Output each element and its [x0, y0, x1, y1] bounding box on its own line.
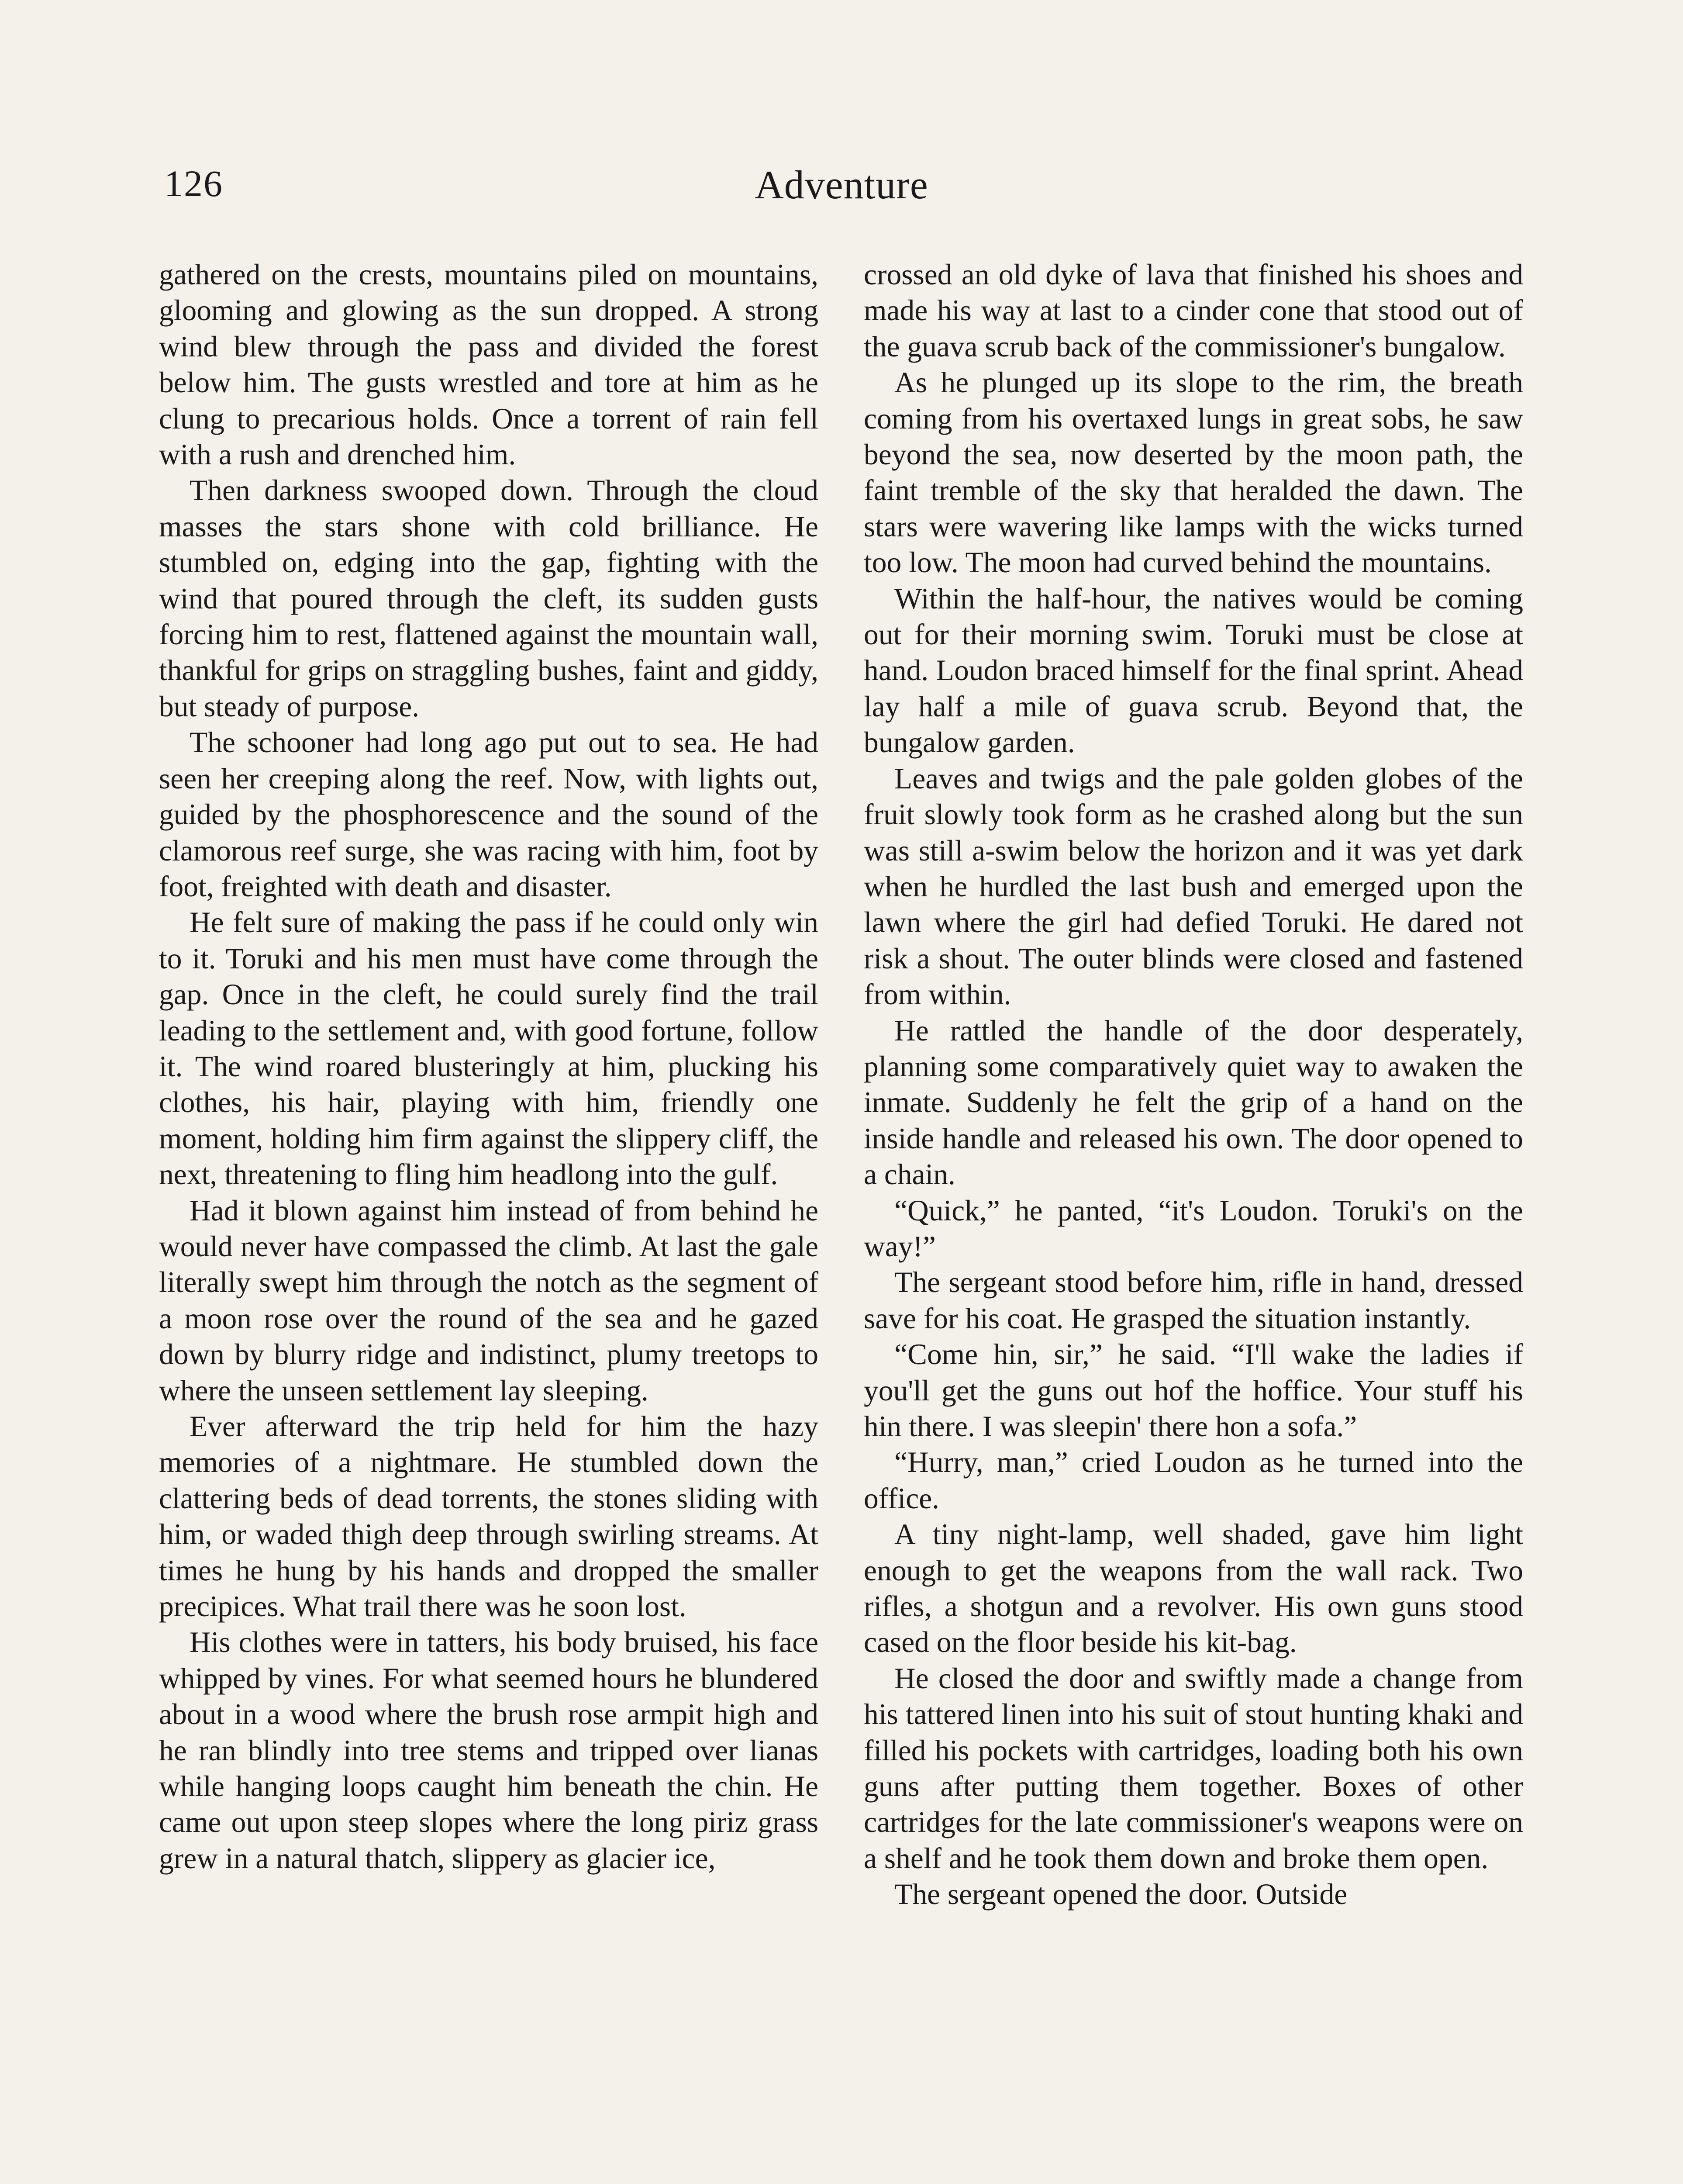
paragraph: The sergeant stood before him, rifle in hand, dressed save for his coat. He grasped the situation instantly.	[864, 1266, 1523, 1335]
paragraph: gathered on the crests, mountains piled on mountains, glooming and glowing as the sun dropped. A strong wind blew through the pass and divided the forest below him. The gusts wrestled and tore at him as he clung to precarious holds. Once a torrent of rain fell with a rush and drenched him.	[159, 258, 818, 471]
paragraph: He felt sure of making the pass if he could only win to it. Toruki and his men must have come through the gap. Once in the cleft, he could surely find the trail leading to the settlement and, with good fortune, follow it. The wind roared blusteringly at him, plucking his clothes, his hair, playing with him, friendly one moment, holding him firm against the slippery cliff, the next, threatening to fling him headlong into the gulf.	[159, 906, 818, 1191]
paragraph: The schooner had long ago put out to sea. He had seen her creeping along the reef. Now, with lights out, guided by the phosphorescence and the sound of the clamorous reef surge, she was racing with him, foot by foot, freighted with death and disaster.	[159, 726, 818, 903]
left-column	[159, 257, 818, 1876]
paragraph: His clothes were in tatters, his body bruised, his face whipped by vines. For what seemed hours he blundered about in a wood where the brush rose armpit high and he ran blindly into tree stems and tripped over lianas while hanging loops caught him beneath the chin. He came out upon steep slopes where the long piriz grass grew in a natural thatch, slippery as glacier ice,	[159, 1626, 818, 1875]
paragraph: As he plunged up its slope to the rim, the breath coming from his overtaxed lungs in great sobs, he saw beyond the sea, now deserted by the moon path, the faint tremble of the sky that heralded the dawn. The stars were wavering like lamps with the wicks turned too low. The moon had curved behind the mountains.	[864, 366, 1523, 579]
running-title: Adventure	[755, 162, 928, 207]
paragraph: He closed the door and swiftly made a change from his tattered linen into his suit of stout hunting khaki and filled his pockets with cartridges, loading both his own guns after putting them together. Boxes of other cartridges for the late commissioner's weapons were on a shelf and he took them down and broke them open.	[864, 1662, 1523, 1875]
paragraph: A tiny night-lamp, well shaded, gave him light enough to get the weapons from the wall rack. Two rifles, a shotgun and a revolver. His own guns stood cased on the floor beside his kit-bag.	[864, 1518, 1523, 1659]
paragraph: Leaves and twigs and the pale golden globes of the fruit slowly took form as he crashed along but the sun was still a-swim below the horizon and it was yet dark when he hurdled the last bush and emerged upon the lawn where the girl had defied Toruki. He dared not risk a shout. The outer blinds were closed and fastened from within.	[864, 762, 1523, 1011]
paragraph: “Hurry, man,” cried Loudon as he turned into the office.	[864, 1446, 1523, 1515]
paragraph: crossed an old dyke of lava that finished his shoes and made his way at last to a cinder cone that stood out of the guava scrub back of the commissioner's bungalow.	[864, 258, 1523, 363]
paragraph: Had it blown against him instead of from behind he would never have compassed the climb. At last the gale literally swept him through the notch as the segment of a moon rose over the round of the sea and he gazed down by blurry ridge and indistinct, plumy treetops to where the unseen settlement lay sleeping.	[159, 1194, 818, 1407]
paragraph: “Come hin, sir,” he said. “I'll wake the ladies if you'll get the guns out hof the hoffice. Your stuff his hin there. I was sleepin' there hon a sofa.”	[864, 1338, 1523, 1443]
paragraph: He rattled the handle of the door desperately, planning some comparatively quiet way to awaken the inmate. Suddenly he felt the grip of a hand on the inside handle and released his own. The door opened to a chain.	[864, 1014, 1523, 1191]
paragraph: The sergeant opened the door. Outside	[894, 1878, 1348, 1911]
paragraph: Ever afterward the trip held for him the hazy memories of a nightmare. He stumbled down the clattering beds of dead torrents, the stones sliding with him, or waded thigh deep through swirling streams. At times he hung by his hands and dropped the smaller precipices. What trail there was he soon lost.	[159, 1410, 818, 1623]
right-column	[864, 257, 1523, 1913]
page-header	[164, 162, 1519, 223]
paragraph: “Quick,” he panted, “it's Loudon. Toruki's on the way!”	[864, 1194, 1523, 1263]
paragraph: Then darkness swooped down. Through the cloud masses the stars shone with cold brilliance. He stumbled on, edging into the gap, fighting with the wind that poured through the cleft, its sudden gusts forcing him to rest, flattened against the mountain wall, thankful for grips on straggling bushes, faint and giddy, but steady of purpose.	[159, 474, 818, 723]
paragraph: Within the half-hour, the natives would be coming out for their morning swim. Toruki must be close at hand. Loudon braced himself for the final sprint. Ahead lay half a mile of guava scrub. Beyond that, the bungalow garden.	[864, 582, 1523, 759]
page-number: 126	[164, 162, 223, 204]
